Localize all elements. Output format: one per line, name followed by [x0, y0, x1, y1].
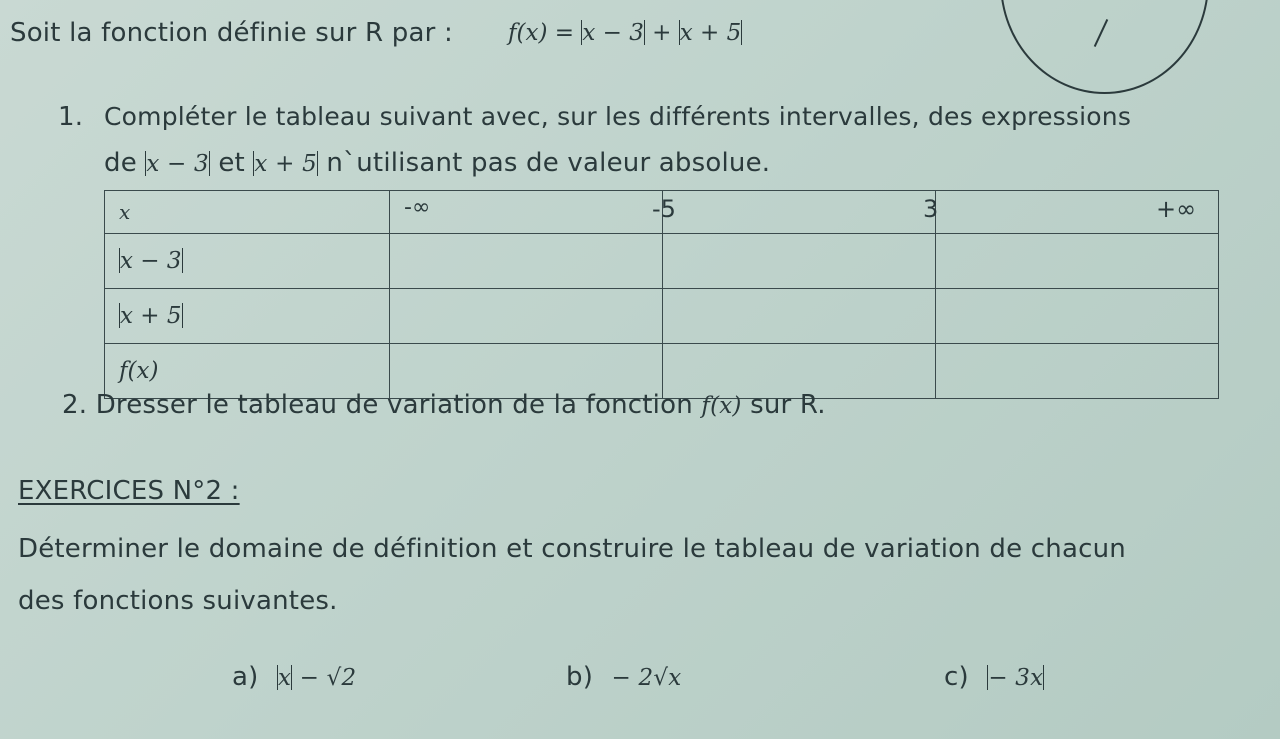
formula-lhs: f(x)	[508, 20, 548, 46]
header-cell-2	[663, 191, 939, 234]
abs-bar	[741, 20, 742, 44]
q1-et: et	[218, 148, 245, 178]
formula-term1: x − 3	[582, 20, 644, 46]
header-cell-1	[390, 191, 676, 234]
item-c	[944, 662, 1044, 692]
table-header-row	[105, 191, 1219, 234]
ex2-line2: des fonctions suivantes.	[18, 586, 338, 616]
answer-cell[interactable]	[936, 289, 1219, 344]
header-minus-inf: -∞	[404, 195, 431, 220]
row-label-abs-x-minus-3: x − 3	[120, 248, 182, 274]
answer-cell[interactable]	[390, 234, 663, 289]
q2-text: Dresser le tableau de variation de la fonction	[95, 390, 693, 420]
table-row	[105, 234, 1219, 289]
table-row	[105, 289, 1219, 344]
answer-cell[interactable]	[390, 289, 663, 344]
item-c-expr: − 3x	[988, 665, 1044, 691]
row-label-abs-x-plus-5: x + 5	[120, 303, 182, 329]
header-x-label: x	[119, 200, 131, 224]
header-cell-3	[936, 191, 1219, 234]
answer-cell[interactable]	[663, 234, 936, 289]
item-b	[566, 662, 681, 692]
row-label-cell	[105, 289, 390, 344]
q1-abs2: x + 5	[254, 151, 317, 177]
abs-bar	[644, 20, 645, 44]
sketch-circle	[1000, 0, 1209, 94]
header-three: 3	[923, 195, 939, 223]
answer-cell[interactable]	[936, 234, 1219, 289]
q2-fx: f(x)	[701, 393, 742, 419]
formula-eq: =	[554, 20, 575, 46]
q1-rest: n`utilisant pas de valeur absolue.	[326, 148, 771, 178]
exercise-title: EXERCICES N°2 :	[18, 476, 240, 506]
row-label-fx: f(x)	[119, 358, 159, 384]
formula-term2: x + 5	[679, 20, 742, 46]
q2-number: 2.	[62, 390, 88, 420]
answer-cell[interactable]	[936, 344, 1219, 399]
intro-formula	[508, 20, 742, 46]
ex2-line1: Déterminer le domaine de définition et construire le tableau de variation de chacun	[18, 534, 1126, 564]
item-a	[232, 662, 356, 692]
q2-tail: sur R.	[750, 390, 826, 420]
item-b-label: b)	[566, 662, 594, 692]
header-minus-five: -5	[652, 195, 676, 223]
q1-de: de	[104, 148, 137, 178]
header-plus-inf: +∞	[1156, 195, 1197, 223]
item-a-label: a)	[232, 662, 259, 692]
q1-line1: Compléter le tableau suivant avec, sur les différents intervalles, des expressions	[104, 102, 1132, 131]
item-c-label: c)	[944, 662, 969, 692]
q1-abs1: x − 3	[146, 151, 209, 177]
header-x-cell	[105, 191, 390, 234]
item-b-expr: − 2√x	[611, 665, 682, 691]
formula-plus: +	[652, 20, 672, 46]
intro-text: Soit la fonction définie sur R par :	[10, 18, 453, 48]
sign-table	[104, 190, 1219, 399]
q1-number: 1.	[58, 102, 84, 132]
q2-line	[62, 390, 826, 420]
item-a-expr: x − √2	[277, 665, 357, 691]
q1-line2	[104, 148, 770, 178]
row-label-cell	[105, 234, 390, 289]
answer-cell[interactable]	[663, 289, 936, 344]
